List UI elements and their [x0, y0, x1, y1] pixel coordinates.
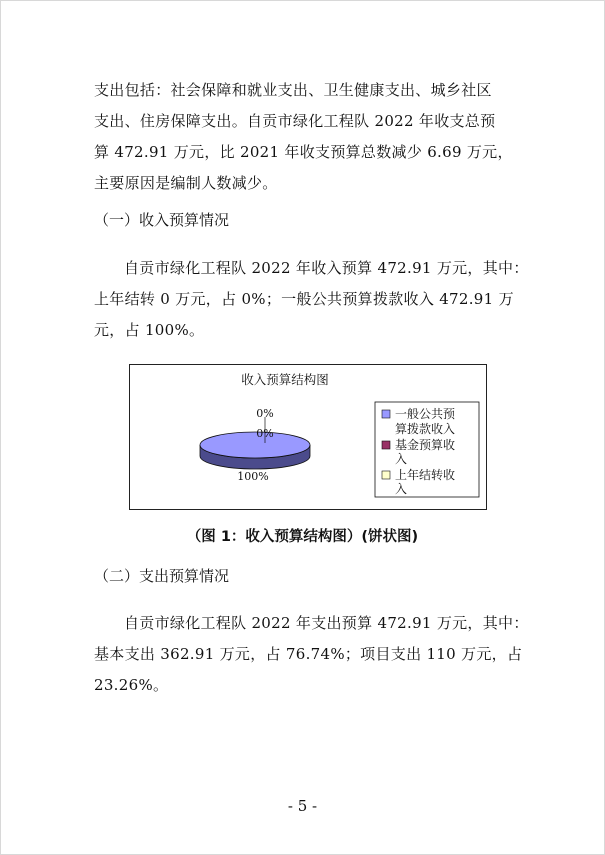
intro-paragraph	[94, 75, 524, 199]
legend-label-carryover: 上年结转收	[395, 468, 456, 482]
legend-swatch-fund-budget	[382, 441, 390, 449]
intro-line: 支出包括：社会保障和就业支出、卫生健康支出、城乡社区	[94, 81, 492, 99]
section1-line: 元，占 100%。	[94, 321, 205, 339]
pie-slice-general-budget	[200, 432, 310, 469]
income-structure-chart	[129, 364, 487, 510]
intro-line: 支出、住房保障支出。自贡市绿化工程队 2022 年收支总预	[94, 112, 496, 130]
legend-label-general-budget: 一般公共预	[395, 407, 456, 421]
section1-paragraph	[94, 253, 529, 346]
legend-label-fund-budget: 入	[395, 452, 408, 466]
legend-swatch-carryover	[382, 471, 390, 479]
chart-title: 收入预算结构图	[241, 372, 329, 387]
section1-line: 上年结转 0 万元，占 0%；一般公共预算拨款收入 472.91 万	[94, 290, 514, 308]
intro-line: 主要原因是编制人数减少。	[94, 174, 278, 192]
section2-heading: （二）支出预算情况	[94, 567, 230, 585]
data-label-general-budget: 100%	[237, 470, 269, 483]
section2-paragraph	[94, 608, 529, 701]
pie-slice-top	[200, 432, 310, 458]
data-label-carryover: 0%	[256, 427, 274, 440]
data-label-fund-budget: 0%	[256, 407, 274, 420]
legend-label-general-budget: 算拨款收入	[395, 422, 456, 436]
section1-heading: （一）收入预算情况	[94, 211, 230, 229]
legend-swatch-general-budget	[382, 410, 390, 418]
page-number: - 5 -	[287, 797, 318, 815]
figure-caption: （图 1：收入预算结构图）(饼状图)	[186, 529, 419, 545]
intro-line: 算 472.91 万元，比 2021 年收支预算总数减少 6.69 万元，	[94, 143, 513, 161]
section1-line: 自贡市绿化工程队 2022 年收入预算 472.91 万元，其中：	[124, 259, 529, 277]
legend-label-carryover: 入	[395, 482, 408, 496]
section2-line: 自贡市绿化工程队 2022 年支出预算 472.91 万元，其中：	[124, 614, 529, 632]
section2-line: 23.26%。	[94, 676, 169, 694]
section2-line: 基本支出 362.91 万元，占 76.74%；项目支出 110 万元，占	[94, 645, 523, 663]
legend-label-fund-budget: 基金预算收	[395, 438, 456, 452]
chart-legend	[375, 402, 479, 497]
pie-chart-svg	[130, 365, 486, 509]
